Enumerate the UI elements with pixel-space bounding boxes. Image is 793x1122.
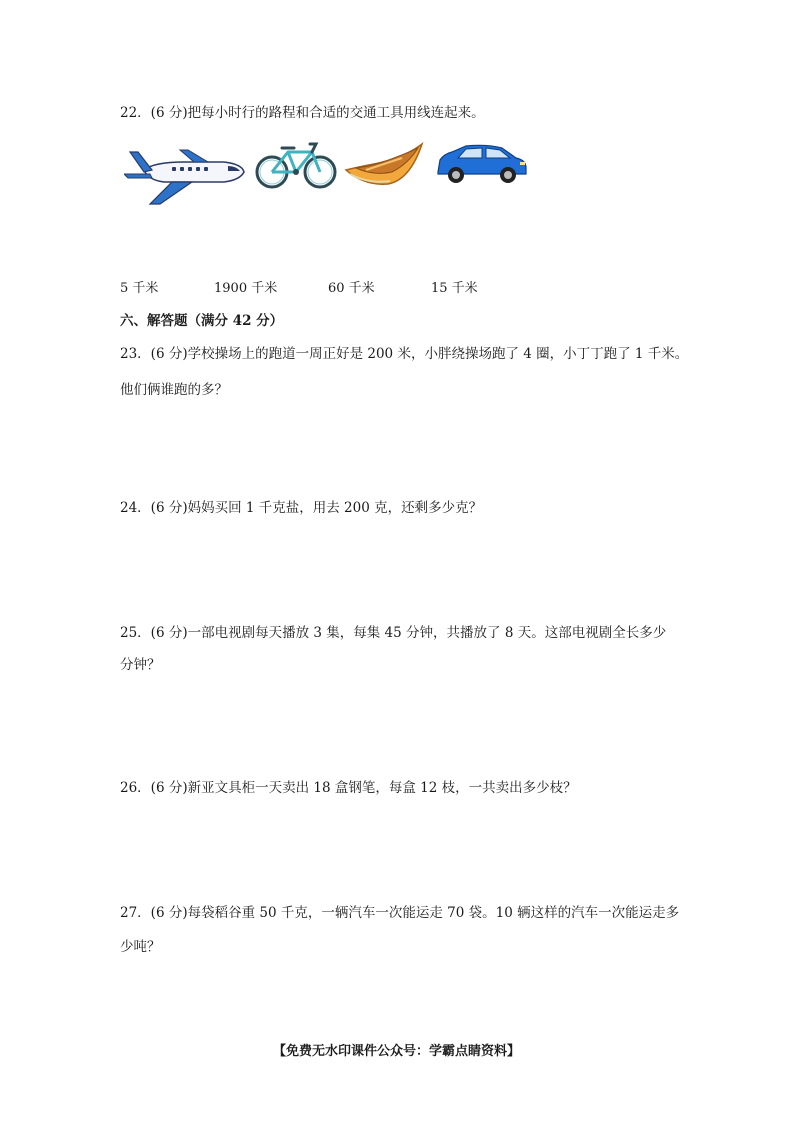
distance-option-4: 15 千米 (431, 281, 478, 296)
q22-text: 22．(6 分)把每小时行的路程和合适的交通工具用线连起来。 (120, 105, 485, 121)
q27-line2: 少吨？ (120, 939, 161, 955)
q27-line1: 27．(6 分)每袋稻谷重 50 千克，一辆汽车一次能运走 70 袋。10 辆这样的汽车一次能运走多 (120, 905, 680, 921)
q25-line2: 分钟？ (120, 657, 161, 673)
footer-note: 【免费无水印课件公众号：学霸点睛资料】 (272, 1044, 520, 1059)
q23-line1: 23．(6 分)学校操场上的跑道一周正好是 200 米，小胖绕操场跑了 4 圈，小丁丁跑了 1 千米。 (120, 346, 689, 362)
q26-line1: 26．(6 分)新亚文具柜一天卖出 18 盒钢笔，每盒 12 枝，一共卖出多少枝？ (120, 780, 577, 796)
distance-option-1: 5 千米 (120, 281, 159, 296)
distance-option-2: 1900 千米 (214, 281, 278, 296)
airplane-icon (124, 140, 246, 206)
section-title: 六、解答题（满分 42 分） (120, 313, 284, 329)
q25-line1: 25．(6 分)一部电视剧每天播放 3 集，每集 45 分钟，共播放了 8 天。这部电视剧全长多少 (120, 625, 667, 641)
car-icon (436, 144, 528, 186)
q23-line2: 他们俩谁跑的多？ (120, 382, 228, 398)
q24-line1: 24．(6 分)妈妈买回 1 千克盐，用去 200 克，还剩多少克？ (120, 500, 483, 516)
bicycle-icon (254, 138, 338, 190)
boat-icon (344, 140, 424, 188)
distance-option-3: 60 千米 (328, 281, 375, 296)
